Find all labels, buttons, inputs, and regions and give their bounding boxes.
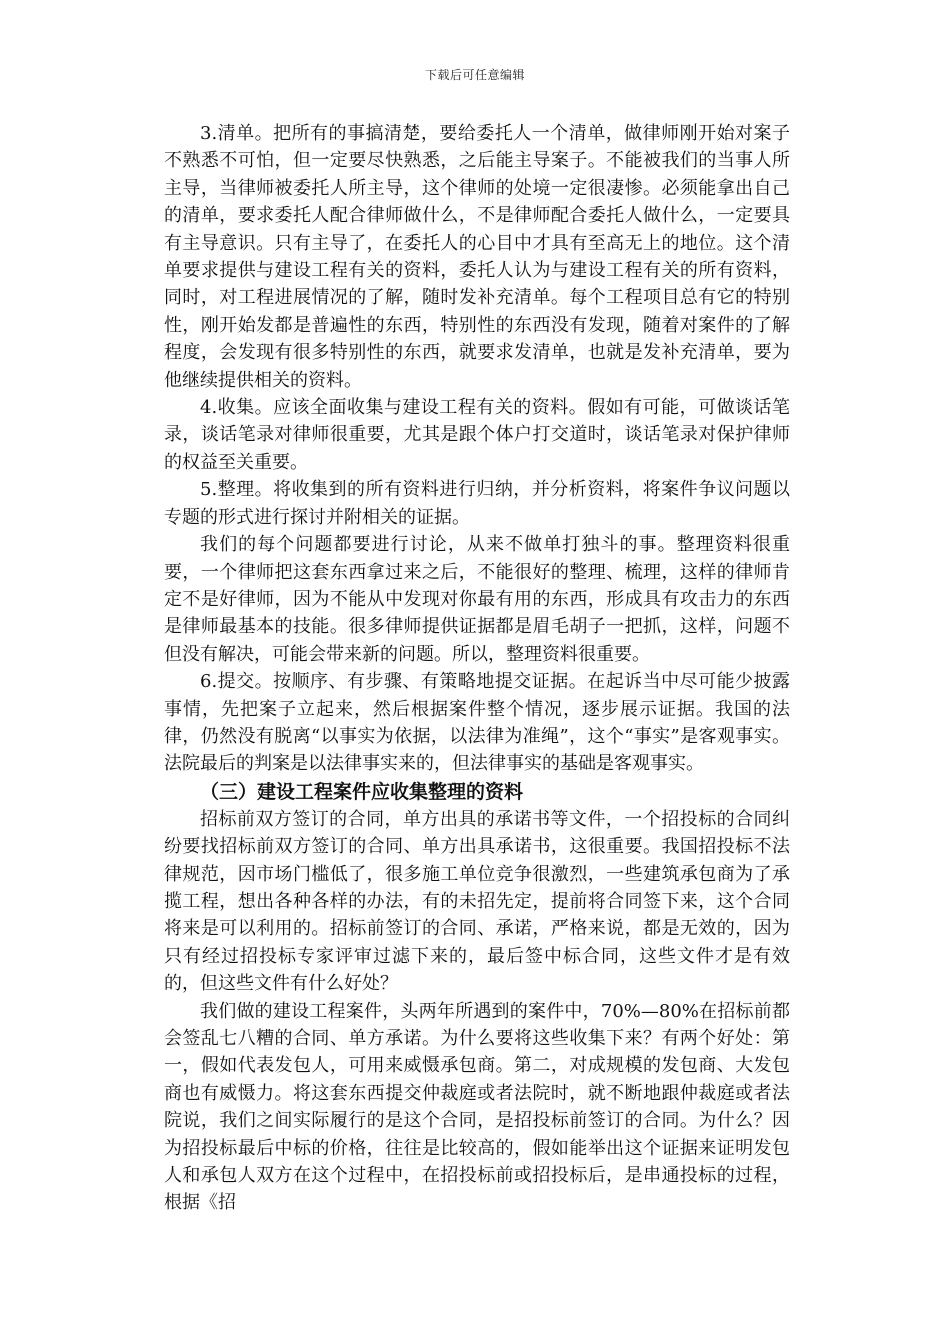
paragraph-checklist: 3.清单。把所有的事搞清楚，要给委托人一个清单，做律师刚开始对案子不熟悉不可怕，但一定要尽快熟悉，之后能主导案子。不能被我们的当事人所主导，当律师被委托人所主导，这个律师的处境一定很凄惨。必须能拿出自己的清单，要求委托人配合律师做什么，不是律师配合委托人做什么，一定要具有主导意识。只有主导了，在委托人的心目中才具有至高无上的地位。这个清单要求提供与建设工程有关的资料，委托人认为与建设工程有关的所有资料，同时，对工程进展情况的了解，随时发补充清单。每个工程项目总有它的特别性，刚开始发都是普遍性的东西，特别性的东西没有发现，随着对案件的了解程度，会发现有很多特别性的东西，就要求发清单，也就是发补充清单，要为他继续提供相关的资料。: [164, 123, 790, 391]
section-heading: （三）建设工程案件应收集整理的资料: [200, 780, 524, 803]
paragraph-organizing: 5.整理。将收集到的所有资料进行归纳，并分析资料，将案件争议问题以专题的形式进行探讨并附相关的证据。: [164, 479, 790, 528]
paragraph-submission: 6.提交。按顺序、有步骤、有策略地提交证据。在起诉当中尽可能少披露事情，先把案子立起来，然后根据案件整个情况，逐步展示证据。我国的法律，仍然没有脱离“以事实为依据，以法律为准绳”，这个“事实”是客观事实。法院最后的判案是以法律事实来的，但法律事实的基础是客观事实。: [164, 671, 790, 775]
paragraph-collection: 4.收集。应该全面收集与建设工程有关的资料。假如有可能，可做谈话笔录，谈话笔录对律师很重要，尤其是跟个体户打交道时，谈话笔录对保护律师的权益至关重要。: [164, 397, 790, 473]
page-header: 下载后可任意编辑: [424, 68, 525, 82]
paragraph-case-experience: 我们做的建设工程案件，头两年所遇到的案件中，70%—80%在招标前都会签乱七八糟的合同、单方承诺。为什么要将这些收集下来？有两个好处：第一，假如代表发包人，可用来威慑承包商。第二，对成规模的发包商、大发包商也有威慑力。将这套东西提交仲裁庭或者法院时，就不断地跟仲裁庭或者法院说，我们之间实际履行的是这个合同，是招投标前签订的合同。为什么？因为招投标最后中标的价格，往往是比较高的，假如能举出这个证据来证明发包人和承包人双方在这个过程中，在招投标前或招投标后，是串通投标的过程，根据《招: [164, 1000, 790, 1214]
paragraph-pre-bid-contracts: 招标前双方签订的合同，单方出具的承诺书等文件，一个招投标的合同纠纷要找招标前双方签订的合同、单方出具承诺书，这很重要。我国招投标不法律规范，因市场门槛低了，很多施工单位竞争很激烈，一些建筑承包商为了承揽工程，想出各种各样的办法，有的未招先定，提前将合同签下来，这个合同将来是可以利用的。招标前签订的合同、承诺，严格来说，都是无效的，因为只有经过招投标专家评审过滤下来的，最后签中标合同，这些文件才是有效的，但这些文件有什么好处？: [164, 808, 790, 995]
document-body: [164, 120, 790, 1217]
paragraph-discussion: 我们的每个问题都要进行讨论，从来不做单打独斗的事。整理资料很重要，一个律师把这套东西拿过来之后，不能很好的整理、梳理，这样的律师肯定不是好律师，因为不能从中发现对你最有用的东西，形成具有攻击力的东西是律师最基本的技能。很多律师提供证据都是眉毛胡子一把抓，这样，问题不但没有解决，可能会带来新的问题。所以，整理资料很重要。: [164, 534, 790, 665]
